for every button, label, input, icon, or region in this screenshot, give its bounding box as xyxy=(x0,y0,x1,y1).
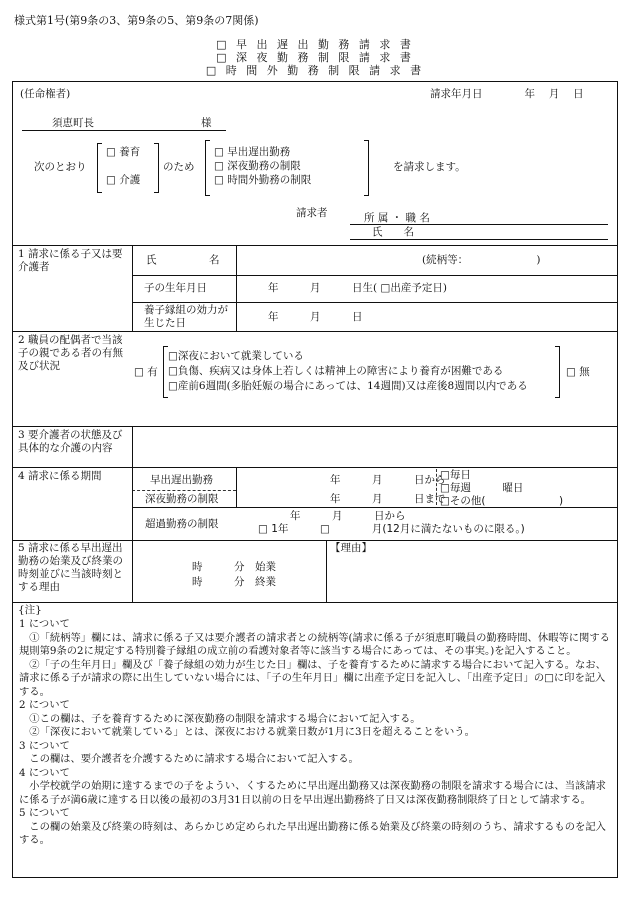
row-divider xyxy=(12,540,618,541)
spouse-item-illness[interactable]: □負傷、疾病又は身体上若しくは精神上の障害により養育が困難である xyxy=(168,365,504,377)
notame-label: のため xyxy=(163,161,195,173)
request-date[interactable]: 請求年月日 年 月 日 xyxy=(430,88,584,100)
freq-weekly[interactable]: □毎週 曜日 xyxy=(440,482,524,494)
col-divider xyxy=(132,426,133,602)
note-line: 5 について xyxy=(19,807,70,819)
tsugi-label: 次のとおり xyxy=(34,161,87,173)
col-divider xyxy=(236,245,237,331)
row-divider xyxy=(12,331,618,332)
purpose-nursing[interactable]: □ 介護 xyxy=(106,174,141,186)
period-from[interactable]: 年 月 日から xyxy=(330,474,446,486)
type-early-late-label: 早出遅出勤務 xyxy=(150,474,213,486)
col-divider xyxy=(326,540,327,602)
name-line[interactable] xyxy=(350,239,608,240)
section2-label: 2 職員の配偶者で当該子の親である者の有無及び状況 xyxy=(18,334,123,372)
note-line: 3 について xyxy=(19,739,70,752)
note-line: 2 について xyxy=(19,699,70,711)
note-line: ②「深夜において就業している」とは、深夜における就業日数が1月に3日を超えることをいう。 xyxy=(19,726,475,738)
affiliation-line[interactable] xyxy=(350,224,608,225)
type-bracket-left xyxy=(205,140,210,196)
end-time-field[interactable]: 時 分 終業 xyxy=(192,576,276,588)
type-bracket-right xyxy=(364,140,369,196)
name-label: 氏 名 xyxy=(372,226,414,238)
type-late-night-label: 深夜勤務の制限 xyxy=(145,493,219,505)
spouse-item-night[interactable]: □深夜において就業している xyxy=(168,350,304,362)
row-divider xyxy=(12,602,618,603)
period-until[interactable]: 年 月 日まで xyxy=(330,493,446,505)
addressee: 須恵町長 xyxy=(52,117,94,129)
purpose-bracket-left xyxy=(97,143,102,193)
spouse-bracket-right xyxy=(555,346,560,398)
reason-label: 【理由】 xyxy=(330,542,372,554)
section3-label: 3 要介護者の状態及び具体的な介護の内容 xyxy=(18,429,123,454)
appointer-label: (任命権者) xyxy=(20,88,71,100)
row-divider xyxy=(132,275,618,276)
note-line: 4 について xyxy=(19,766,70,779)
spouse-yes[interactable]: □ 有 xyxy=(134,366,158,378)
note-line: ①この欄は、子を養育するために深夜勤務の制限を請求する場合において記入する。 xyxy=(19,712,421,725)
relationship-field[interactable]: (続柄等： ) xyxy=(422,254,541,266)
form-titles xyxy=(0,38,630,77)
col-divider xyxy=(236,467,237,507)
row-divider xyxy=(12,467,618,468)
overtime-period[interactable]: □ 1年 □ 月(12月に満たないものに限る。) xyxy=(258,523,525,535)
addressee-underline xyxy=(22,130,226,131)
row-divider xyxy=(12,426,618,427)
section4-label: 4 請求に係る期間 xyxy=(18,470,102,482)
requester-label: 請求者 xyxy=(296,207,328,219)
notes-body xyxy=(19,618,615,848)
row-divider xyxy=(132,302,618,303)
purpose-bracket-right xyxy=(154,143,159,193)
addressee-sama: 様 xyxy=(201,117,212,129)
spouse-item-maternity[interactable]: □産前6週間(多胎妊娠の場合にあっては、14週間)又は産後8週間以内である xyxy=(168,380,528,392)
col-divider xyxy=(132,245,133,331)
adoption-date-field[interactable]: 年 月 日 xyxy=(268,311,363,323)
note-line: この欄は、要介護者を介護するために請求する場合において記入する。 xyxy=(19,753,359,765)
wo-seikyu-label: を請求します。 xyxy=(393,161,466,173)
name-row-label: 氏 名 xyxy=(146,254,220,266)
note-line: ①「続柄等」欄には、請求に係る子又は要介護者の請求者との続柄等(請求に係る子が須恵町職員の勤務時間、休暇等に関する規則第9条の2に規定する特別養子縁組の成立前の看護対象者等に該当する場合にあっては、その事実。)を記入すること。 xyxy=(19,631,610,657)
note-line: 1 について xyxy=(19,618,70,630)
type-early-late[interactable]: □ 早出遅出勤務 xyxy=(214,146,291,158)
freq-daily[interactable]: □毎日 xyxy=(440,469,471,481)
type-overtime[interactable]: □ 時間外勤務の制限 xyxy=(214,174,312,186)
form-number-label: 様式第1号(第9条の3、第9条の5、第9条の7関係) xyxy=(14,14,259,27)
section1-label: 1 請求に係る子又は要介護者 xyxy=(18,248,123,273)
freq-other[interactable]: □その他( ) xyxy=(440,495,564,507)
birthdate-label: 子の生年月日 xyxy=(144,282,207,294)
notes-heading: {注} xyxy=(18,604,42,616)
affiliation-label: 所 属 ・ 職 名 xyxy=(364,212,430,224)
row-divider-dashed xyxy=(132,490,236,491)
birthdate-field[interactable]: 年 月 日生( □出産予定日) xyxy=(268,282,447,294)
purpose-childcare[interactable]: □ 養育 xyxy=(106,146,141,158)
note-line: この欄の始業及び終業の時刻は、あらかじめ定められた早出遅出勤務に係る始業及び終業の時刻のうち、請求するものを記入する。 xyxy=(19,820,606,846)
title-early-late-work[interactable]: □ 早 出 遅 出 勤 務 請 求 書 xyxy=(216,38,414,51)
title-late-night-limit[interactable]: □ 深 夜 勤 務 制 限 請 求 書 xyxy=(216,51,414,64)
section5-label: 5 請求に係る早出遅出勤務の始業及び終業の時刻並びに当該時刻とする理由 xyxy=(18,542,123,593)
overtime-from[interactable]: 年 月 日から xyxy=(290,510,406,522)
row-divider xyxy=(12,245,618,246)
title-overtime-limit[interactable]: □ 時 間 外 勤 務 制 限 請 求 書 xyxy=(205,64,425,77)
adoption-date-label: 養子縁組の効力が生じた日 xyxy=(144,304,228,329)
spouse-no[interactable]: □ 無 xyxy=(566,366,590,378)
type-overtime-label: 超過勤務の制限 xyxy=(145,518,219,530)
type-late-night[interactable]: □ 深夜勤務の制限 xyxy=(214,160,301,172)
note-line: ②「子の生年月日」欄及び「養子縁組の効力が生じた日」欄は、子を養育するために請求する場合において記入する。なお、請求に係る子が請求の際に出生していない場合には、「子の生年月日」欄に出産予定日を記入し、「出産予定日」の□に印を記入する。 xyxy=(19,658,606,698)
start-time-field[interactable]: 時 分 始業 xyxy=(192,561,276,573)
note-line: 小学校就学の始期に達するまでの子をようい、くするために早出遅出勤務又は深夜勤務の制限を請求する場合には、当該請求に係る子が満6歳に達する日以後の最初の3月31日以前の日を早出遅出勤務終了日又は深夜勤務制限終了日として請求する。 xyxy=(19,780,606,806)
